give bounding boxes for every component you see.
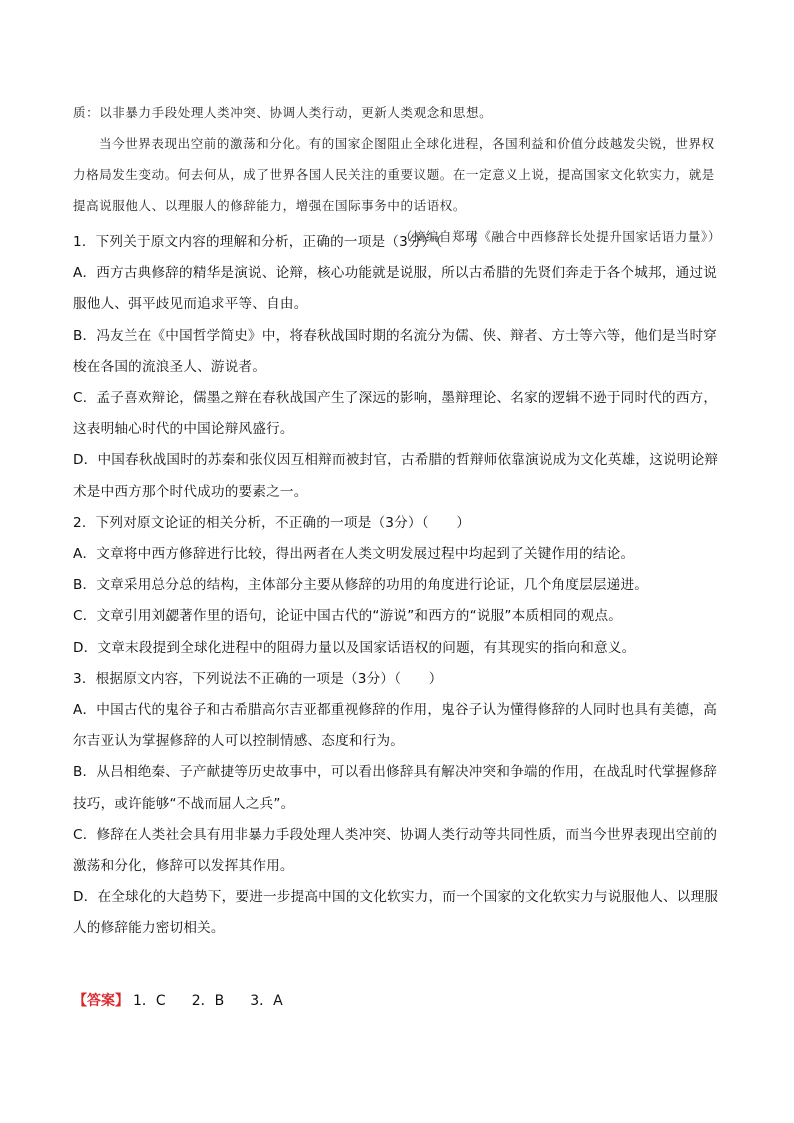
answer-2: 2．B	[191, 993, 225, 1009]
option-d: D．在全球化的大趋势下，要进一步提高中国的文化软实力，而一个国家的文化软实力与说服他人、以理服人的修辞能力密切相关。	[73, 889, 719, 937]
answer-key	[73, 987, 283, 1015]
option-a: A．西方古典修辞的精华是演说、论辩，核心功能就是说服，所以古希腊的先贤们奔走于各个城邦，通过说服他人、弭平歧见而追求平等、自由。	[73, 265, 718, 313]
option-b: B．冯友兰在《中国哲学简史》中，将春秋战国时期的名流分为儒、侠、辩者、方士等六等，他们是当时穿梭在各国的流浪圣人、游说者。	[73, 327, 718, 375]
question-stem: 2．下列对原文论证的相关分析，不正确的一项是（3分）（ ）	[73, 514, 471, 531]
answer-1: 1．C	[133, 993, 166, 1009]
question-2	[73, 508, 723, 664]
option-c: C．文章引用刘勰著作里的语句，论证中国古代的“游说”和西方的“说服”本质相同的观点。	[73, 608, 623, 625]
option-b: B．文章采用总分总的结构，主体部分主要从修辞的功用的角度进行论证，几个角度层层递进。	[73, 577, 649, 594]
option-c: C．修辞在人类社会具有用非暴力手段处理人类冲突、协调人类行动等共同性质，而当今世界表现出空前的激荡和分化，修辞可以发挥其作用。	[73, 826, 718, 875]
question-stem: 1．下列关于原文内容的理解和分析，正确的一项是（3分）（ ）	[73, 234, 484, 250]
question-3	[73, 664, 723, 945]
question-list	[73, 227, 723, 945]
passage-paragraph: 当今世界表现出空前的激荡和分化。有的国家企图阻止全球化进程，各国利益和价值分歧越发尖锐，世界权力格局发生变动。何去何从，成了世界各国人民关注的重要议题。在一定意义上说，提高国家文化软实力，就是提高说服他人、以理服人的修辞能力，增强在国际事务中的话语权。	[73, 136, 715, 213]
passage-line: 质：以非暴力手段处理人类冲突、协调人类行动，更新人类观念和思想。	[73, 105, 493, 120]
option-d: D．文章末段提到全球化进程中的阻碍力量以及国家话语权的问题，有其现实的指向和意义。	[73, 639, 636, 656]
question-stem: 3．根据原文内容，下列说法不正确的一项是（3分）（ ）	[73, 670, 443, 687]
option-d: D．中国春秋战国时的苏秦和张仪因互相辩而被封官，古希腊的哲辩师依靠演说成为文化英雄，这说明论辩术是中西方那个时代成功的要素之一。	[73, 452, 719, 500]
option-a: A．文章将中西方修辞进行比较，得出两者在人类文明发展过程中均起到了关键作用的结论。	[73, 546, 635, 563]
option-b: B．从吕相绝秦、子产献捷等历史故事中，可以看出修辞具有解决冲突和争端的作用，在战乱时代掌握修辞技巧，或许能够“不战而屈人之兵”。	[73, 764, 718, 812]
option-a: A．中国古代的鬼谷子和古希腊高尔吉亚都重视修辞的作用，鬼谷子认为懂得修辞的人同时也具有美德，高尔吉亚认为掌握修辞的人可以控制情感、态度和行为。	[73, 702, 718, 750]
passage-citation: （摘编自郑珺《融合中西修辞长处提升国家话语力量》）	[399, 229, 721, 244]
answer-label: 【答案】	[73, 993, 129, 1009]
option-c: C．孟子喜欢辩论，儒墨之辩在春秋战国产生了深远的影响，墨辩理论、名家的逻辑不逊于同时代的西方，这表明轴心时代的中国论辩风盛行。	[73, 390, 718, 438]
question-1	[73, 227, 723, 508]
answer-3: 3．A	[250, 993, 283, 1009]
